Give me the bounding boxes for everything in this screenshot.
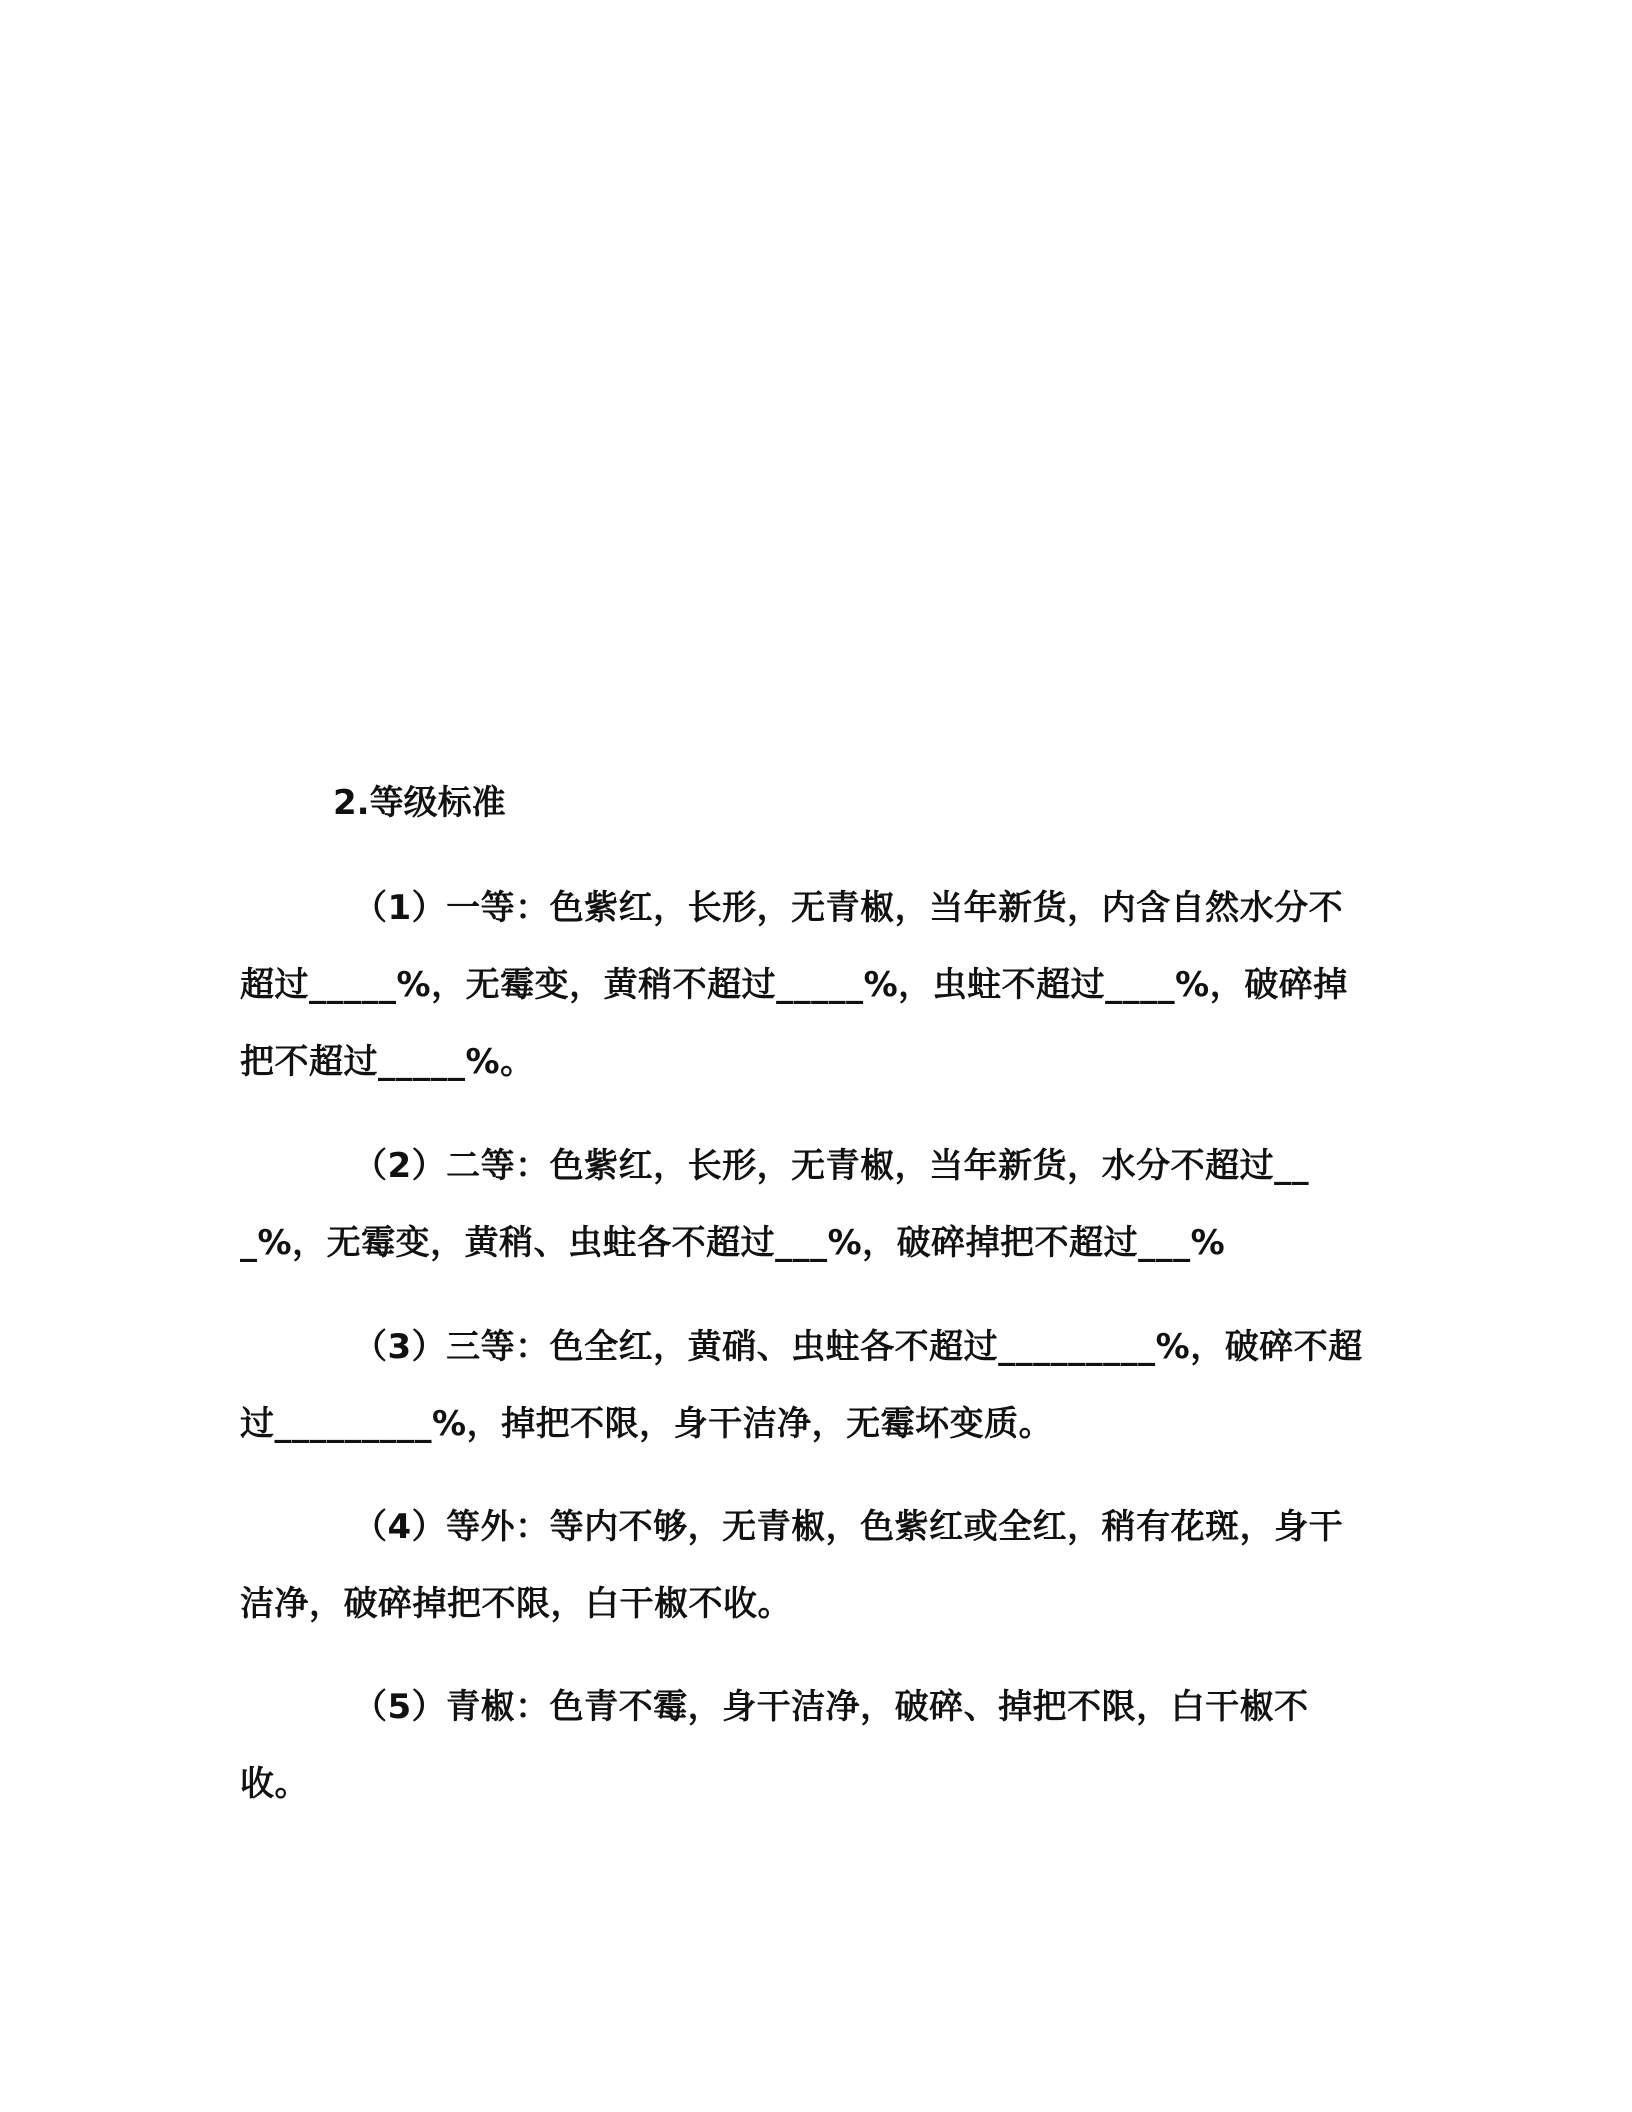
green-pepper-paragraph: （5）青椒：色青不霉，身干洁净，破碎、掉把不限，白干椒不收。 <box>240 1687 1309 1804</box>
grade-2-paragraph: （2）二等：色紫红，长形，无青椒，当年新货，水分不超过___%，无霉变，黄稍、虫蛀各不超过___%，破碎掉把不超过___% <box>240 1146 1310 1263</box>
section-heading: 2.等级标准 <box>333 783 506 823</box>
grade-3-paragraph: （3）三等：色全红，黄硝、虫蛀各不超过_________%，破碎不超过_________%，掉把不限，身干洁净，无霉坏变质。 <box>240 1327 1363 1444</box>
grade-outside-paragraph: （4）等外：等内不够，无青椒，色紫红或全红，稍有花斑，身干洁净，破碎掉把不限，白干椒不收。 <box>240 1507 1344 1624</box>
grade-1-paragraph: （1）一等：色紫红，长形，无青椒，当年新货，内含自然水分不超过_____%，无霉变，黄稍不超过_____%，虫蛀不超过____%，破碎掉把不超过_____%。 <box>240 888 1348 1082</box>
